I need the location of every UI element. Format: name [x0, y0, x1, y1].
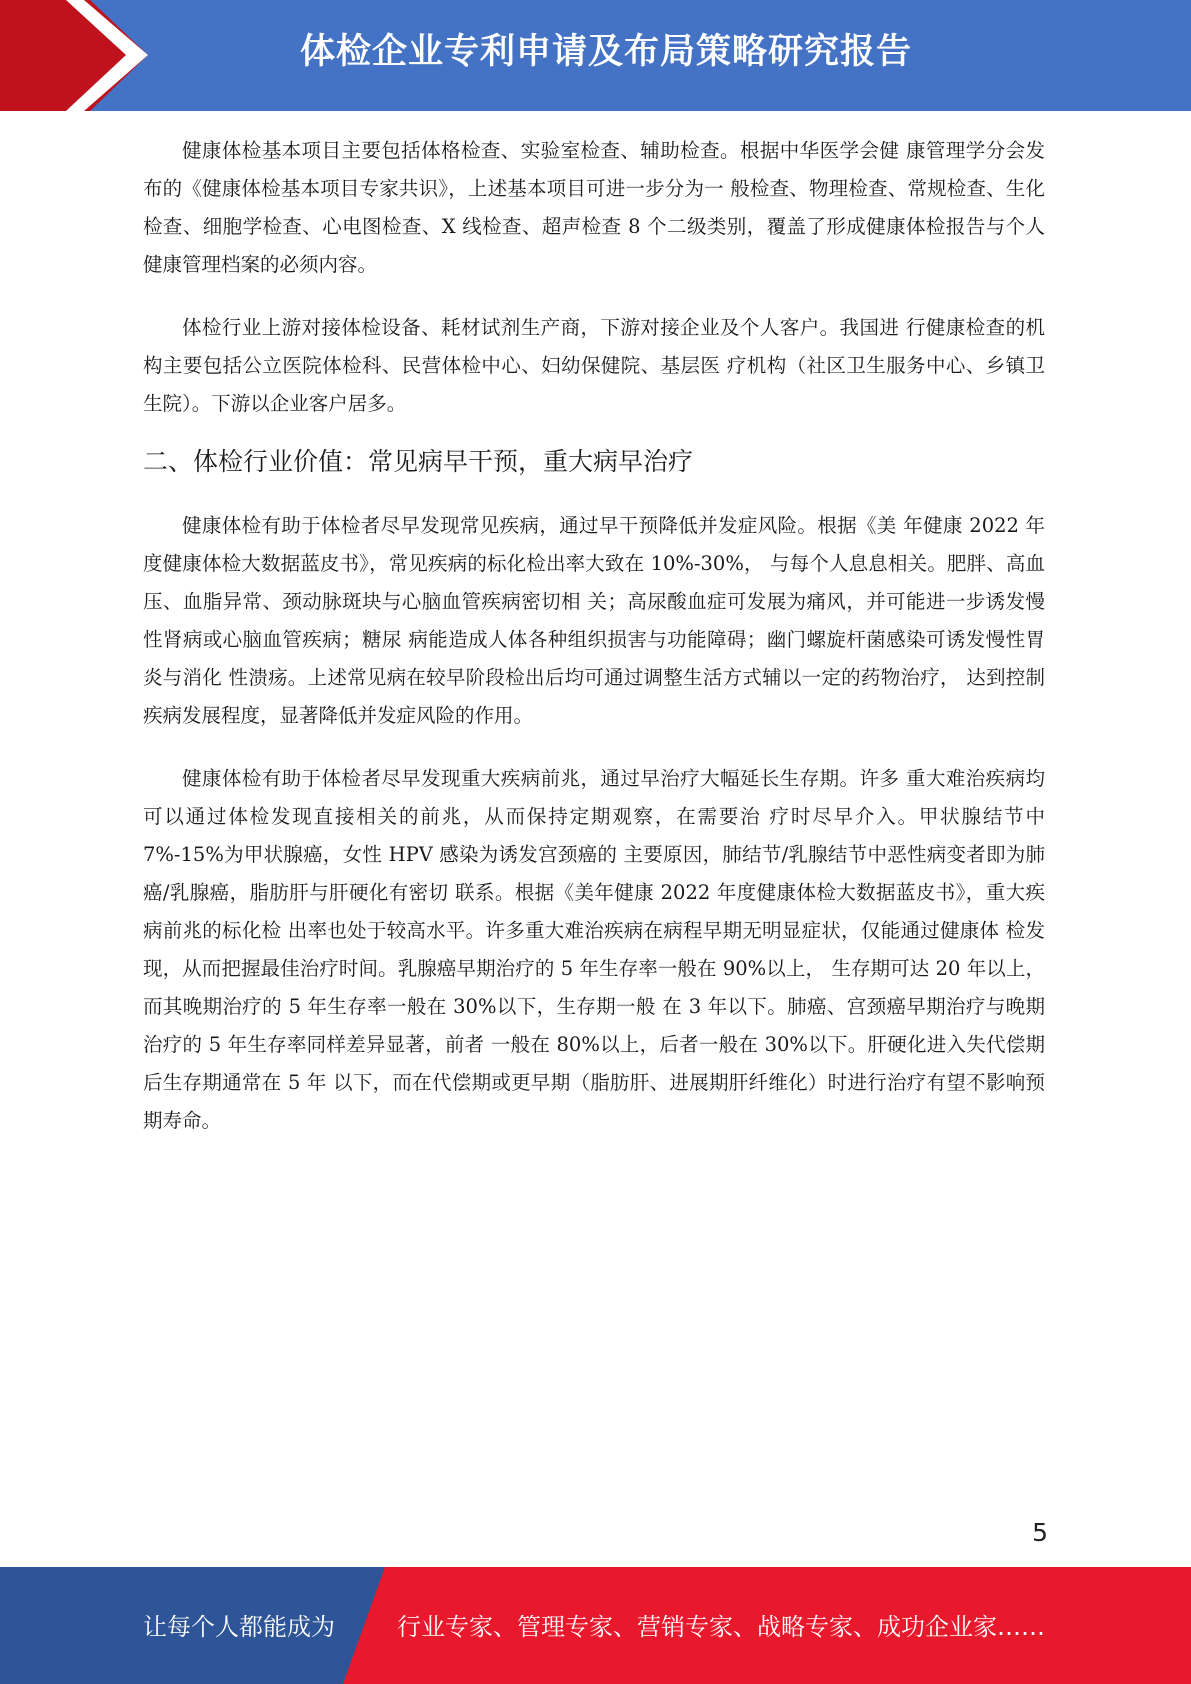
page-header [0, 0, 1191, 111]
footer-slogan-left: 让每个人都能成为 [143, 1613, 335, 1641]
header-chevron-decoration [0, 0, 160, 111]
page-number: 5 [1032, 1518, 1048, 1547]
section-heading: 二、体检行业价值：常见病早干预，重大病早治疗 [143, 447, 694, 476]
main-content [143, 132, 1045, 1140]
paragraph-major-diseases: 健康体检有助于体检者尽早发现重大疾病前兆，通过早治疗大幅延长生存期。许多 重大难治疾病均可以通过体检发现直接相关的前兆，从而保持定期观察，在需要治 疗时尽早介入。甲状腺结节中 7%-15%为甲状腺癌，女性 HPV 感染为诱发宫颈癌的 主要原因，肺结节/乳腺结节中恶性病变者即为肺癌/乳腺癌，脂肪肝与肝硬化有密切 联系。根据《美年健康 2022 年度健康体检大数据蓝皮书》，重大疾病前兆的标化检 出率也处于较高水平。许多重大难治疾病在病程早期无明显症状，仅能通过健康体 检发现，从而把握最佳治疗时间。乳腺癌早期治疗的 5 年生存率一般在 90%以上， 生存期可达 20 年以上，而其晚期治疗的 5 年生存率一般在 30%以下，生存期一般 在 3 年以下。肺癌、宫颈癌早期治疗与晚期治疗的 5 年生存率同样差异显著，前者 一般在 80%以上，后者一般在 30%以下。肝硬化进入失代偿期后生存期通常在 5 年 以下，而在代偿期或更早期（脂肪肝、进展期肝纤维化）时进行治疗有望不影响预 期寿命。 [143, 767, 1045, 1132]
report-title: 体检企业专利申请及布局策略研究报告 [300, 32, 913, 72]
paragraph-basic-items: 健康体检基本项目主要包括体格检查、实验室检查、辅助检查。根据中华医学会健 康管理学分会发布的《健康体检基本项目专家共识》，上述基本项目可进一步分为一 般检查、物理检查、常规检查、生化检查、细胞学检查、心电图检查、X 线检查、超声检查 8 个二级类别，覆盖了形成健康体检报告与个人健康管理档案的必须内容。 [143, 139, 1045, 276]
paragraph-industry-chain: 体检行业上游对接体检设备、耗材试剂生产商，下游对接企业及个人客户。我国进 行健康检查的机构主要包括公立医院体检科、民营体检中心、妇幼保健院、基层医 疗机构（社区卫生服务中心、乡镇卫生院）。下游以企业客户居多。 [143, 316, 1045, 415]
page-footer [0, 1567, 1191, 1684]
paragraph-common-diseases: 健康体检有助于体检者尽早发现常见疾病，通过早干预降低并发症风险。根据《美 年健康 2022 年度健康体检大数据蓝皮书》，常见疾病的标化检出率大致在 10%-30%， 与每个人息息相关。肥胖、高血压、血脂异常、颈动脉斑块与心脑血管疾病密切相 关；高尿酸血症可发展为痛风，并可能进一步诱发慢性肾病或心脑血管疾病；糖尿 病能造成人体各种组织损害与功能障碍；幽门螺旋杆菌感染可诱发慢性胃炎与消化 性溃疡。上述常见病在较早阶段检出后均可通过调整生活方式辅以一定的药物治疗， 达到控制疾病发展程度，显著降低并发症风险的作用。 [143, 514, 1045, 727]
footer-slogan-right: 行业专家、管理专家、营销专家、战略专家、成功企业家…… [397, 1613, 1045, 1641]
